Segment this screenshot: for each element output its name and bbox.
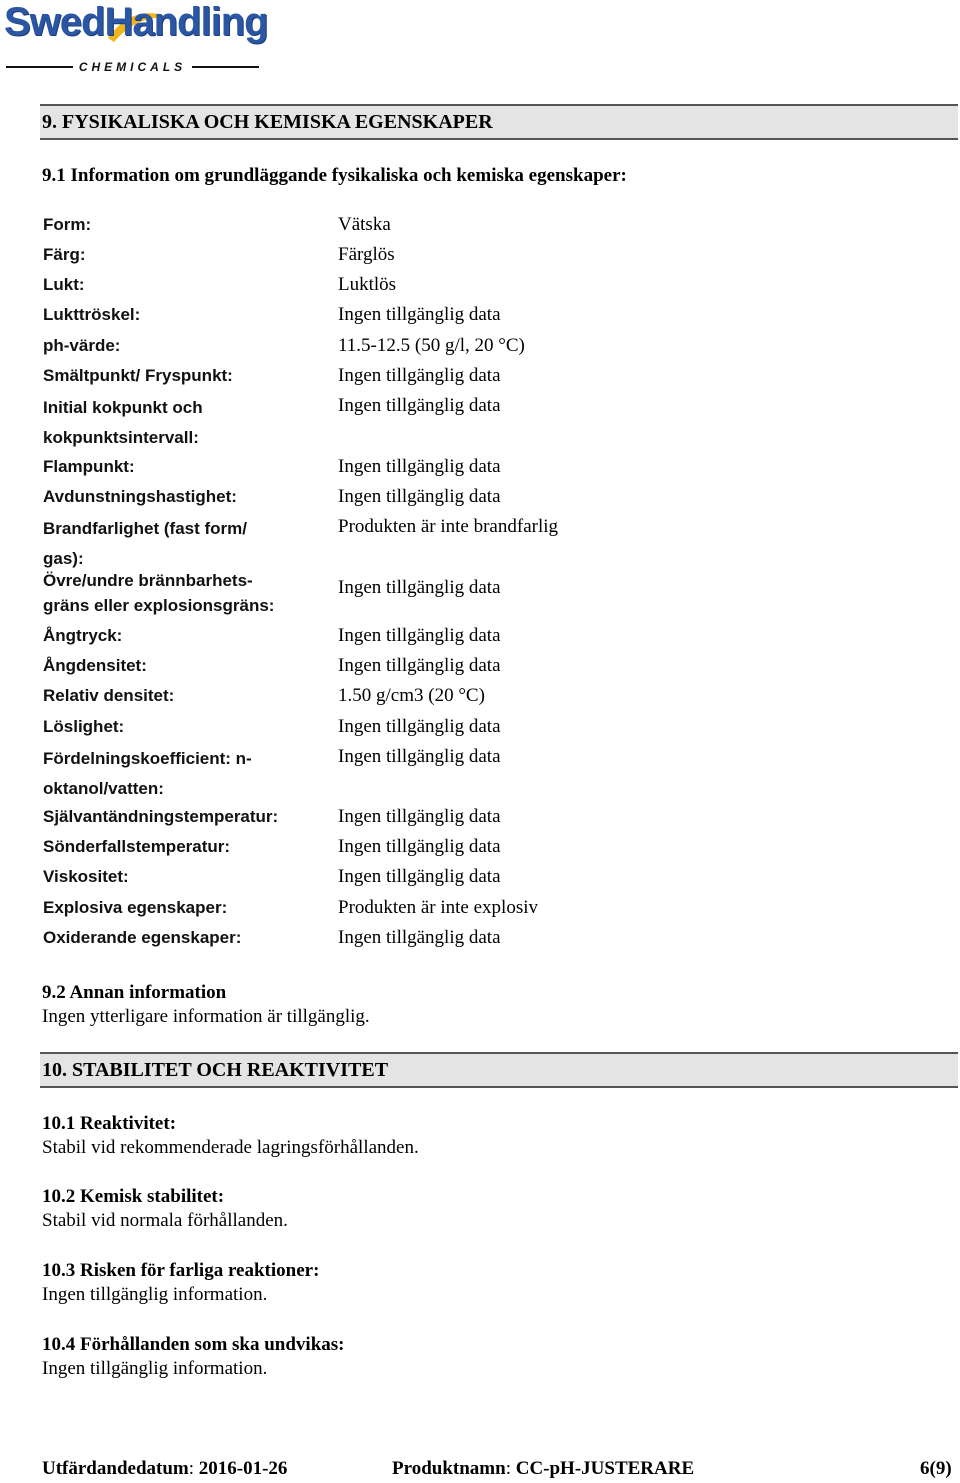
prop-label: ph-värde: [43, 336, 121, 355]
prop-value: Ingen tillgänglig data [338, 456, 501, 477]
prop-label: Brandfarlighet (fast form/ gas): [43, 519, 248, 568]
subsection-10-2-text: Stabil vid normala förhållanden. [42, 1210, 288, 1231]
footer-date-label: Utfärdandedatum [42, 1458, 189, 1479]
prop-label: Fördelningskoefficient: n-oktanol/vatten: [43, 749, 252, 798]
subsection-10-4-title: 10.4 Förhållanden som ska undvikas: [42, 1334, 345, 1355]
prop-value: Vätska [338, 214, 391, 235]
footer-page-number [920, 1458, 952, 1480]
prop-label: Färg: [43, 245, 86, 264]
prop-value: Ingen tillgänglig data [338, 365, 501, 386]
footer-page: 6(9) [920, 1458, 952, 1479]
prop-label: Oxiderande egenskaper: [43, 928, 242, 947]
prop-label: Självantändningstemperatur: [43, 807, 279, 826]
subsection-10-3-text: Ingen tillgänglig information. [42, 1284, 268, 1305]
subsection-9-1-title: 9.1 Information om grundläggande fysikaliska och kemiska egenskaper: [42, 165, 627, 186]
prop-label: Ångdensitet: [43, 656, 147, 675]
prop-value: 1.50 g/cm3 (20 °C) [338, 685, 485, 706]
prop-value: Ingen tillgänglig data [338, 625, 501, 646]
prop-label: Löslighet: [43, 717, 125, 736]
logo-brand: SwedHandling [4, 0, 268, 44]
prop-label: Form: [43, 215, 92, 234]
prop-label: Flampunkt: [43, 457, 135, 476]
prop-label: Lukttröskel: [43, 305, 141, 324]
prop-value: Ingen tillgänglig data [338, 577, 501, 598]
company-logo [0, 0, 268, 78]
subsection-10-1-text: Stabil vid rekommenderade lagringsförhållanden. [42, 1137, 419, 1158]
prop-value: Produkten är inte brandfarlig [338, 516, 559, 537]
footer-product-name: Produktnamn: CC-pH-JUSTERARE [392, 1458, 695, 1479]
prop-value: Ingen tillgänglig data [338, 716, 501, 737]
section-9-title: 9. FYSIKALISKA OCH KEMISKA EGENSKAPER [40, 104, 958, 140]
subsection-10-4-text: Ingen tillgänglig information. [42, 1358, 268, 1379]
prop-value: 11.5-12.5 (50 g/l, 20 °C) [338, 335, 525, 356]
prop-value: Ingen tillgänglig data [338, 746, 501, 767]
subsection-9-2-title: 9.2 Annan information [42, 982, 227, 1003]
subsection-10-1-title: 10.1 Reaktivitet: [42, 1113, 177, 1134]
prop-value: Ingen tillgänglig data [338, 655, 501, 676]
footer-date-value: 2016-01-26 [198, 1458, 288, 1479]
prop-value: Luktlös [338, 274, 397, 295]
prop-value: Ingen tillgänglig data [338, 836, 501, 857]
subsection-10-2-title: 10.2 Kemisk stabilitet: [42, 1186, 225, 1207]
prop-label: Ångtryck: [43, 626, 123, 645]
prop-label: Smältpunkt/ Fryspunkt: [43, 366, 233, 385]
subsection-9-2-text: Ingen ytterligare information är tillgänglig. [42, 1006, 370, 1027]
section-10-title: 10. STABILITET OCH REAKTIVITET [40, 1052, 958, 1088]
prop-value: Ingen tillgänglig data [338, 395, 501, 416]
prop-value: Produkten är inte explosiv [338, 897, 538, 918]
footer-issue-date: Utfärdandedatum: 2016-01-26 [42, 1458, 288, 1479]
logo-sub-text: CHEMICALS [78, 60, 187, 74]
prop-label: Initial kokpunkt och kokpunktsintervall: [43, 398, 203, 447]
prop-label: Övre/undre brännbarhets- gräns eller explosionsgräns: [43, 571, 275, 615]
prop-value: Ingen tillgänglig data [338, 927, 501, 948]
footer-product-value: CC-pH-JUSTERARE [515, 1458, 695, 1479]
footer-product-label: Produktnamn [392, 1458, 506, 1479]
prop-label: Lukt: [43, 275, 85, 294]
prop-label: Explosiva egenskaper: [43, 898, 228, 917]
prop-label: Relativ densitet: [43, 686, 175, 705]
prop-label: Viskositet: [43, 867, 129, 886]
prop-value: Ingen tillgänglig data [338, 806, 501, 827]
prop-value: Färglös [338, 244, 395, 265]
subsection-10-3-title: 10.3 Risken för farliga reaktioner: [42, 1260, 320, 1281]
prop-value: Ingen tillgänglig data [338, 304, 501, 325]
prop-label: Sönderfallstemperatur: [43, 837, 231, 856]
logo-subtitle [0, 60, 265, 74]
prop-value: Ingen tillgänglig data [338, 486, 501, 507]
prop-label: Avdunstningshastighet: [43, 487, 237, 506]
prop-value: Ingen tillgänglig data [338, 866, 501, 887]
